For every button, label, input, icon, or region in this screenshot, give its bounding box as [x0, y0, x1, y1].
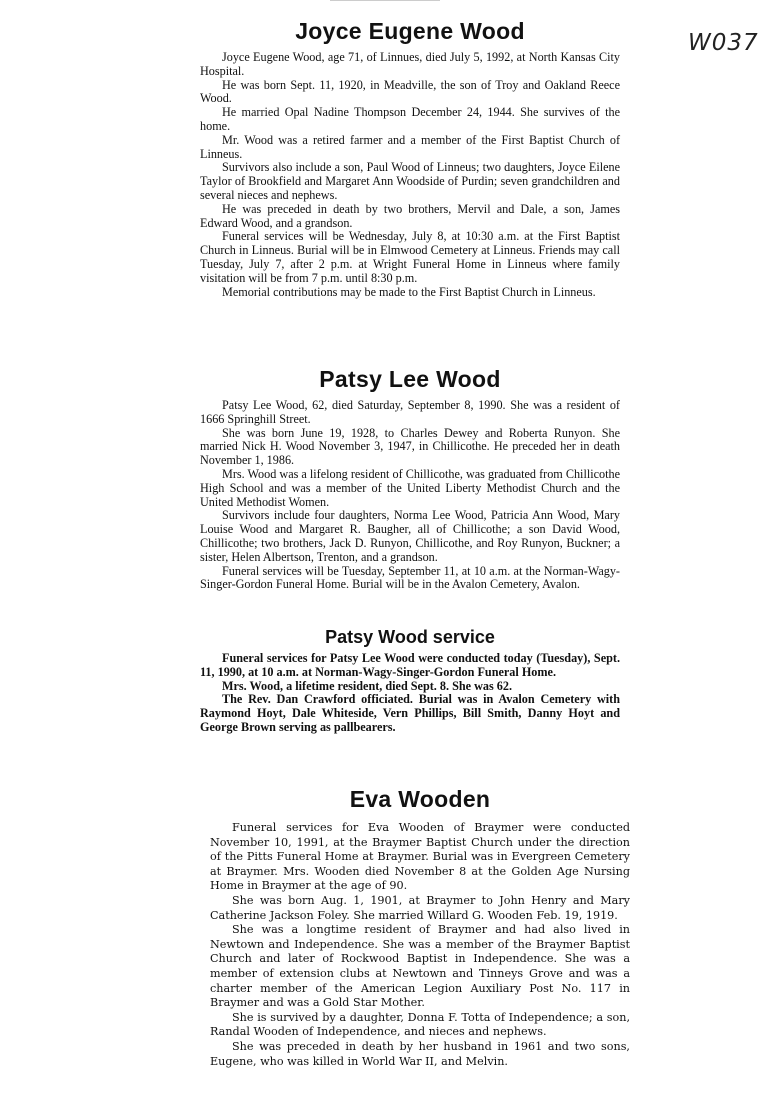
obituary-eva-wooden: [210, 786, 630, 1069]
paragraph: She is survived by a daughter, Donna F. Totta of Independence; a son, Randal Wooden of Independence, and nieces and nephews.: [210, 1010, 630, 1039]
archive-label: W037: [688, 30, 759, 56]
paragraph: Funeral services will be Tuesday, September 11, at 10 a.m. at the Norman-Wagy-Singer-Gordon Funeral Home. Burial will be in the Avalon Cemetery, Avalon.: [200, 563, 620, 592]
paragraph: He was born Sept. 11, 1920, in Meadville, the son of Troy and Oakland Reece Wood.: [200, 77, 620, 106]
paragraph: She was born Aug. 1, 1901, at Braymer to John Henry and Mary Catherine Jackson Foley. She married Willard G. Wooden Feb. 19, 1919.: [210, 893, 630, 922]
paragraph: He was preceded in death by two brothers, Mervil and Dale, a son, James Edward Wood, and a grandson.: [200, 201, 620, 230]
paragraph: Joyce Eugene Wood, age 71, of Linnues, died July 5, 1992, at North Kansas City Hospital.: [200, 50, 620, 78]
paragraph: He married Opal Nadine Thompson December 24, 1944. She survives of the home.: [200, 105, 620, 133]
paragraph: She was preceded in death by her husband in 1961 and two sons, Eugene, who was killed in World War II, and Melvin.: [210, 1039, 630, 1068]
obituary-title: Patsy Wood service: [325, 627, 495, 647]
paragraph: She was a longtime resident of Braymer and had also lived in Newtown and Independence. She was a member of the Braymer Baptist Church and later of Rockwood Baptist in Independence. She was a member of extension clubs at Newtown and Tinneys Grove and was a charter member of the American Legion Auxiliary Post No. 117 in Braymer and was a Gold Star Mother.: [210, 923, 630, 1010]
paragraph: Mrs. Wood was a lifelong resident of Chillicothe, was graduated from Chillicothe High School and was a member of the United Liberty Methodist Church and the United Methodist Women.: [200, 466, 620, 509]
paragraph: Memorial contributions may be made to the First Baptist Church in Linneus.: [222, 284, 596, 299]
obituary-title: Joyce Eugene Wood: [295, 18, 525, 44]
obituary-title: Eva Wooden: [349, 786, 491, 812]
paragraph: She was born June 19, 1928, to Charles Dewey and Roberta Runyon. She married Nick H. Wood November 3, 1947, in Chillicothe. He preceded her in death November 1, 1986.: [200, 425, 620, 468]
page-edge-line: [330, 0, 440, 4]
paragraph: Survivors also include a son, Paul Wood of Linneus; two daughters, Joyce Eilene Taylor of Brookfield and Margaret Ann Woodside of Purdin; seven grandchildren and several nieces and nephews.: [200, 160, 620, 202]
paragraph: Funeral services for Eva Wooden of Braymer were conducted November 10, 1991, at the Braymer Baptist Church under the direction of the Pitts Funeral Home at Braymer. Burial was in Evergreen Cemetery at Braymer. Mrs. Wooden died November 8 at the Golden Age Nursing Home in Braymer at the age of 90.: [210, 821, 630, 893]
paragraph: The Rev. Dan Crawford officiated. Burial was in Avalon Cemetery with Raymond Hoyt, Dale Whiteside, Vern Phillips, Bill Smith, Danny Hoyt and George Brown serving as pallbearers.: [200, 692, 620, 734]
obituary-patsy-wood-service: [200, 627, 620, 735]
paragraph: Survivors include four daughters, Norma Lee Wood, Patricia Ann Wood, Mary Louise Wood and Margaret R. Baugher, all of Chillicothe; a son David Wood, Chillicothe; two brothers, Jack D. Runyon, Chillicothe, and Roy Runyon, Buckner; a sister, Helen Albertson, Trenton, and a grandson.: [200, 508, 620, 564]
paragraph: Mrs. Wood, a lifetime resident, died Sept. 8. She was 62.: [222, 678, 513, 693]
obituary-title: Patsy Lee Wood: [319, 366, 501, 392]
obituary-patsy-lee-wood: [200, 366, 620, 592]
paragraph: Mr. Wood was a retired farmer and a member of the First Baptist Church of Linneus.: [200, 132, 620, 161]
paragraph: Funeral services will be Wednesday, July 8, at 10:30 a.m. at the First Baptist Church in Linneus. Burial will be in Elmwood Cemetery at Linneus. Friends may call Tuesday, July 7, after 2 p.m. at Wright Funeral Home in Linneus where family visitation will be from 7 p.m. until 8:30 p.m.: [200, 229, 620, 285]
obituary-joyce-eugene-wood: [200, 18, 620, 299]
paragraph: Patsy Lee Wood, 62, died Saturday, September 8, 1990. She was a resident of 1666 Springhill Street.: [200, 398, 620, 426]
paragraph: Funeral services for Patsy Lee Wood were conducted today (Tuesday), Sept. 11, 1990, at 10 a.m. at Norman-Wagy-Singer-Gordon Funeral Home.: [200, 651, 620, 679]
